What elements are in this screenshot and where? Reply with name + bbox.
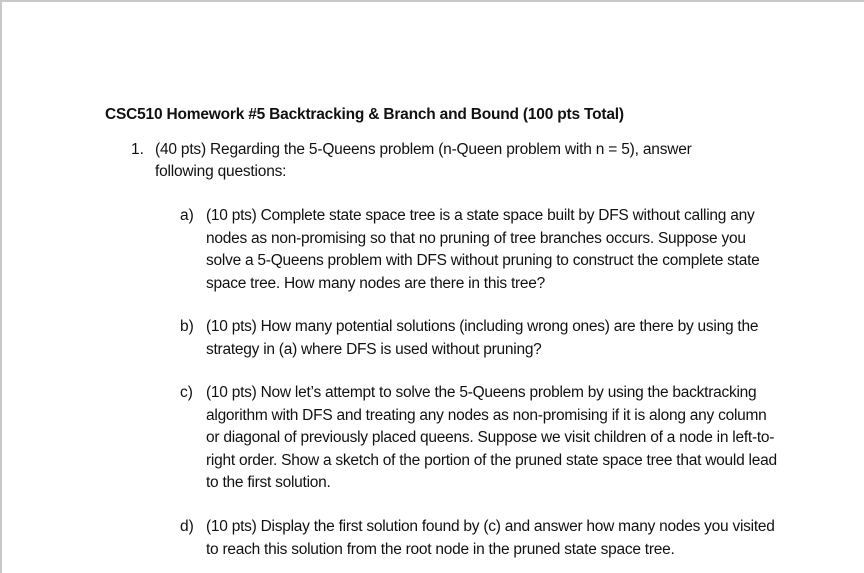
document-title: CSC510 Homework #5 Backtracking & Branch and Bound (100 pts Total) bbox=[105, 106, 624, 123]
part-label: b) bbox=[180, 318, 194, 335]
question-part-d bbox=[180, 516, 780, 561]
part-text: (10 pts) Now let’s attempt to solve the 5-Queens problem by using the backtracking algorithm with DFS and treating any nodes as non-promising if it is along any column or diagonal of previously placed queens. Suppose we visit children of a node in left-to-right order. Show a sketch of the portion of the pruned state space tree that would lead to the first solution. bbox=[206, 384, 777, 491]
question-number: 1. bbox=[131, 141, 144, 158]
part-label: a) bbox=[180, 207, 194, 224]
question-part-c bbox=[180, 382, 780, 495]
part-text: (10 pts) Complete state space tree is a state space built by DFS without calling any nodes as non-promising so that no pruning of tree branches occurs. Suppose you solve a 5-Queens problem with DFS without pruning to construct the complete state space tree. How many nodes are there in this tree? bbox=[206, 207, 760, 292]
part-label: c) bbox=[180, 384, 193, 401]
part-label: d) bbox=[180, 518, 194, 535]
question-1 bbox=[131, 139, 731, 183]
part-text: (10 pts) Display the first solution found by (c) and answer how many nodes you visited to reach this solution from the root node in the pruned state space tree. bbox=[206, 518, 775, 558]
question-part-a bbox=[180, 205, 780, 295]
question-text: (40 pts) Regarding the 5-Queens problem (n-Queen problem with n = 5), answer following questions: bbox=[155, 141, 692, 180]
question-part-b bbox=[180, 316, 780, 361]
part-text: (10 pts) How many potential solutions (including wrong ones) are there by using the strategy in (a) where DFS is used without pruning? bbox=[206, 318, 759, 358]
